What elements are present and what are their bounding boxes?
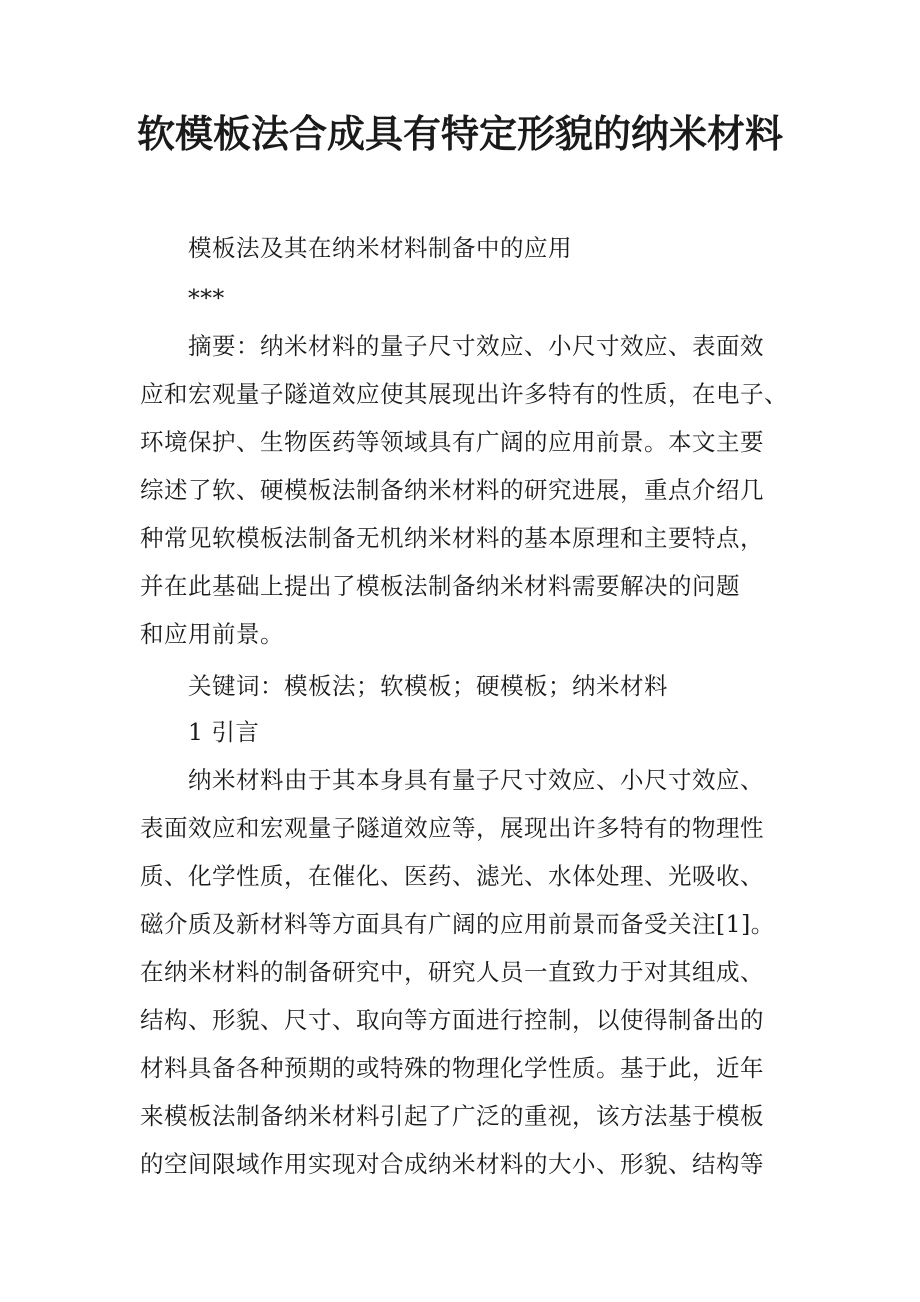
intro-line: 的空间限域作用实现对合成纳米材料的大小、形貌、结构等	[140, 1150, 764, 1178]
abstract-line: 综述了软、硬模板法制备纳米材料的研究进展，重点介绍几	[140, 476, 764, 504]
intro-line: 结构、形貌、尺寸、取向等方面进行控制，以使得制备出的	[140, 1006, 764, 1034]
abstract-line: 摘要：纳米材料的量子尺寸效应、小尺寸效应、表面效	[188, 332, 764, 360]
intro-line: 纳米材料由于其本身具有量子尺寸效应、小尺寸效应、	[188, 766, 764, 794]
intro-line: 质、化学性质，在催化、医药、滤光、水体处理、光吸收、	[140, 862, 764, 890]
author-mark	[140, 274, 790, 322]
document-title: 软模板法合成具有特定形貌的纳米材料	[136, 111, 783, 156]
intro-line: 在纳米材料的制备研究中，研究人员一直致力于对其组成、	[140, 958, 764, 986]
intro-line: 来模板法制备纳米材料引起了广泛的重视，该方法基于模板	[140, 1102, 764, 1130]
keywords-paragraph	[140, 662, 790, 710]
abstract-line: 环境保护、生物医药等领域具有广阔的应用前景。本文主要	[140, 428, 764, 456]
intro-line: 表面效应和宏观量子隧道效应等，展现出许多特有的物理性	[140, 814, 764, 842]
subtitle-line: 模板法及其在纳米材料制备中的应用	[188, 234, 572, 262]
section-heading-line: 1 引言	[188, 718, 260, 746]
abstract-paragraph	[140, 322, 790, 658]
introduction-paragraph	[140, 756, 790, 1188]
abstract-line: 并在此基础上提出了模板法制备纳米材料需要解决的问题	[140, 572, 740, 600]
document-subtitle	[140, 224, 790, 272]
keywords-line: 关键词：模板法；软模板；硬模板；纳米材料	[188, 672, 668, 700]
author-mark-line: ***	[188, 284, 225, 312]
abstract-line: 和应用前景。	[140, 620, 284, 648]
intro-line: 磁介质及新材料等方面具有广阔的应用前景而备受关注[1]。	[140, 910, 775, 938]
section-heading	[140, 708, 790, 756]
intro-line: 材料具备各种预期的或特殊的物理化学性质。基于此，近年	[140, 1054, 764, 1082]
abstract-line: 应和宏观量子隧道效应使其展现出许多特有的性质，在电子、	[140, 380, 788, 408]
abstract-line: 种常见软模板法制备无机纳米材料的基本原理和主要特点，	[140, 524, 764, 552]
